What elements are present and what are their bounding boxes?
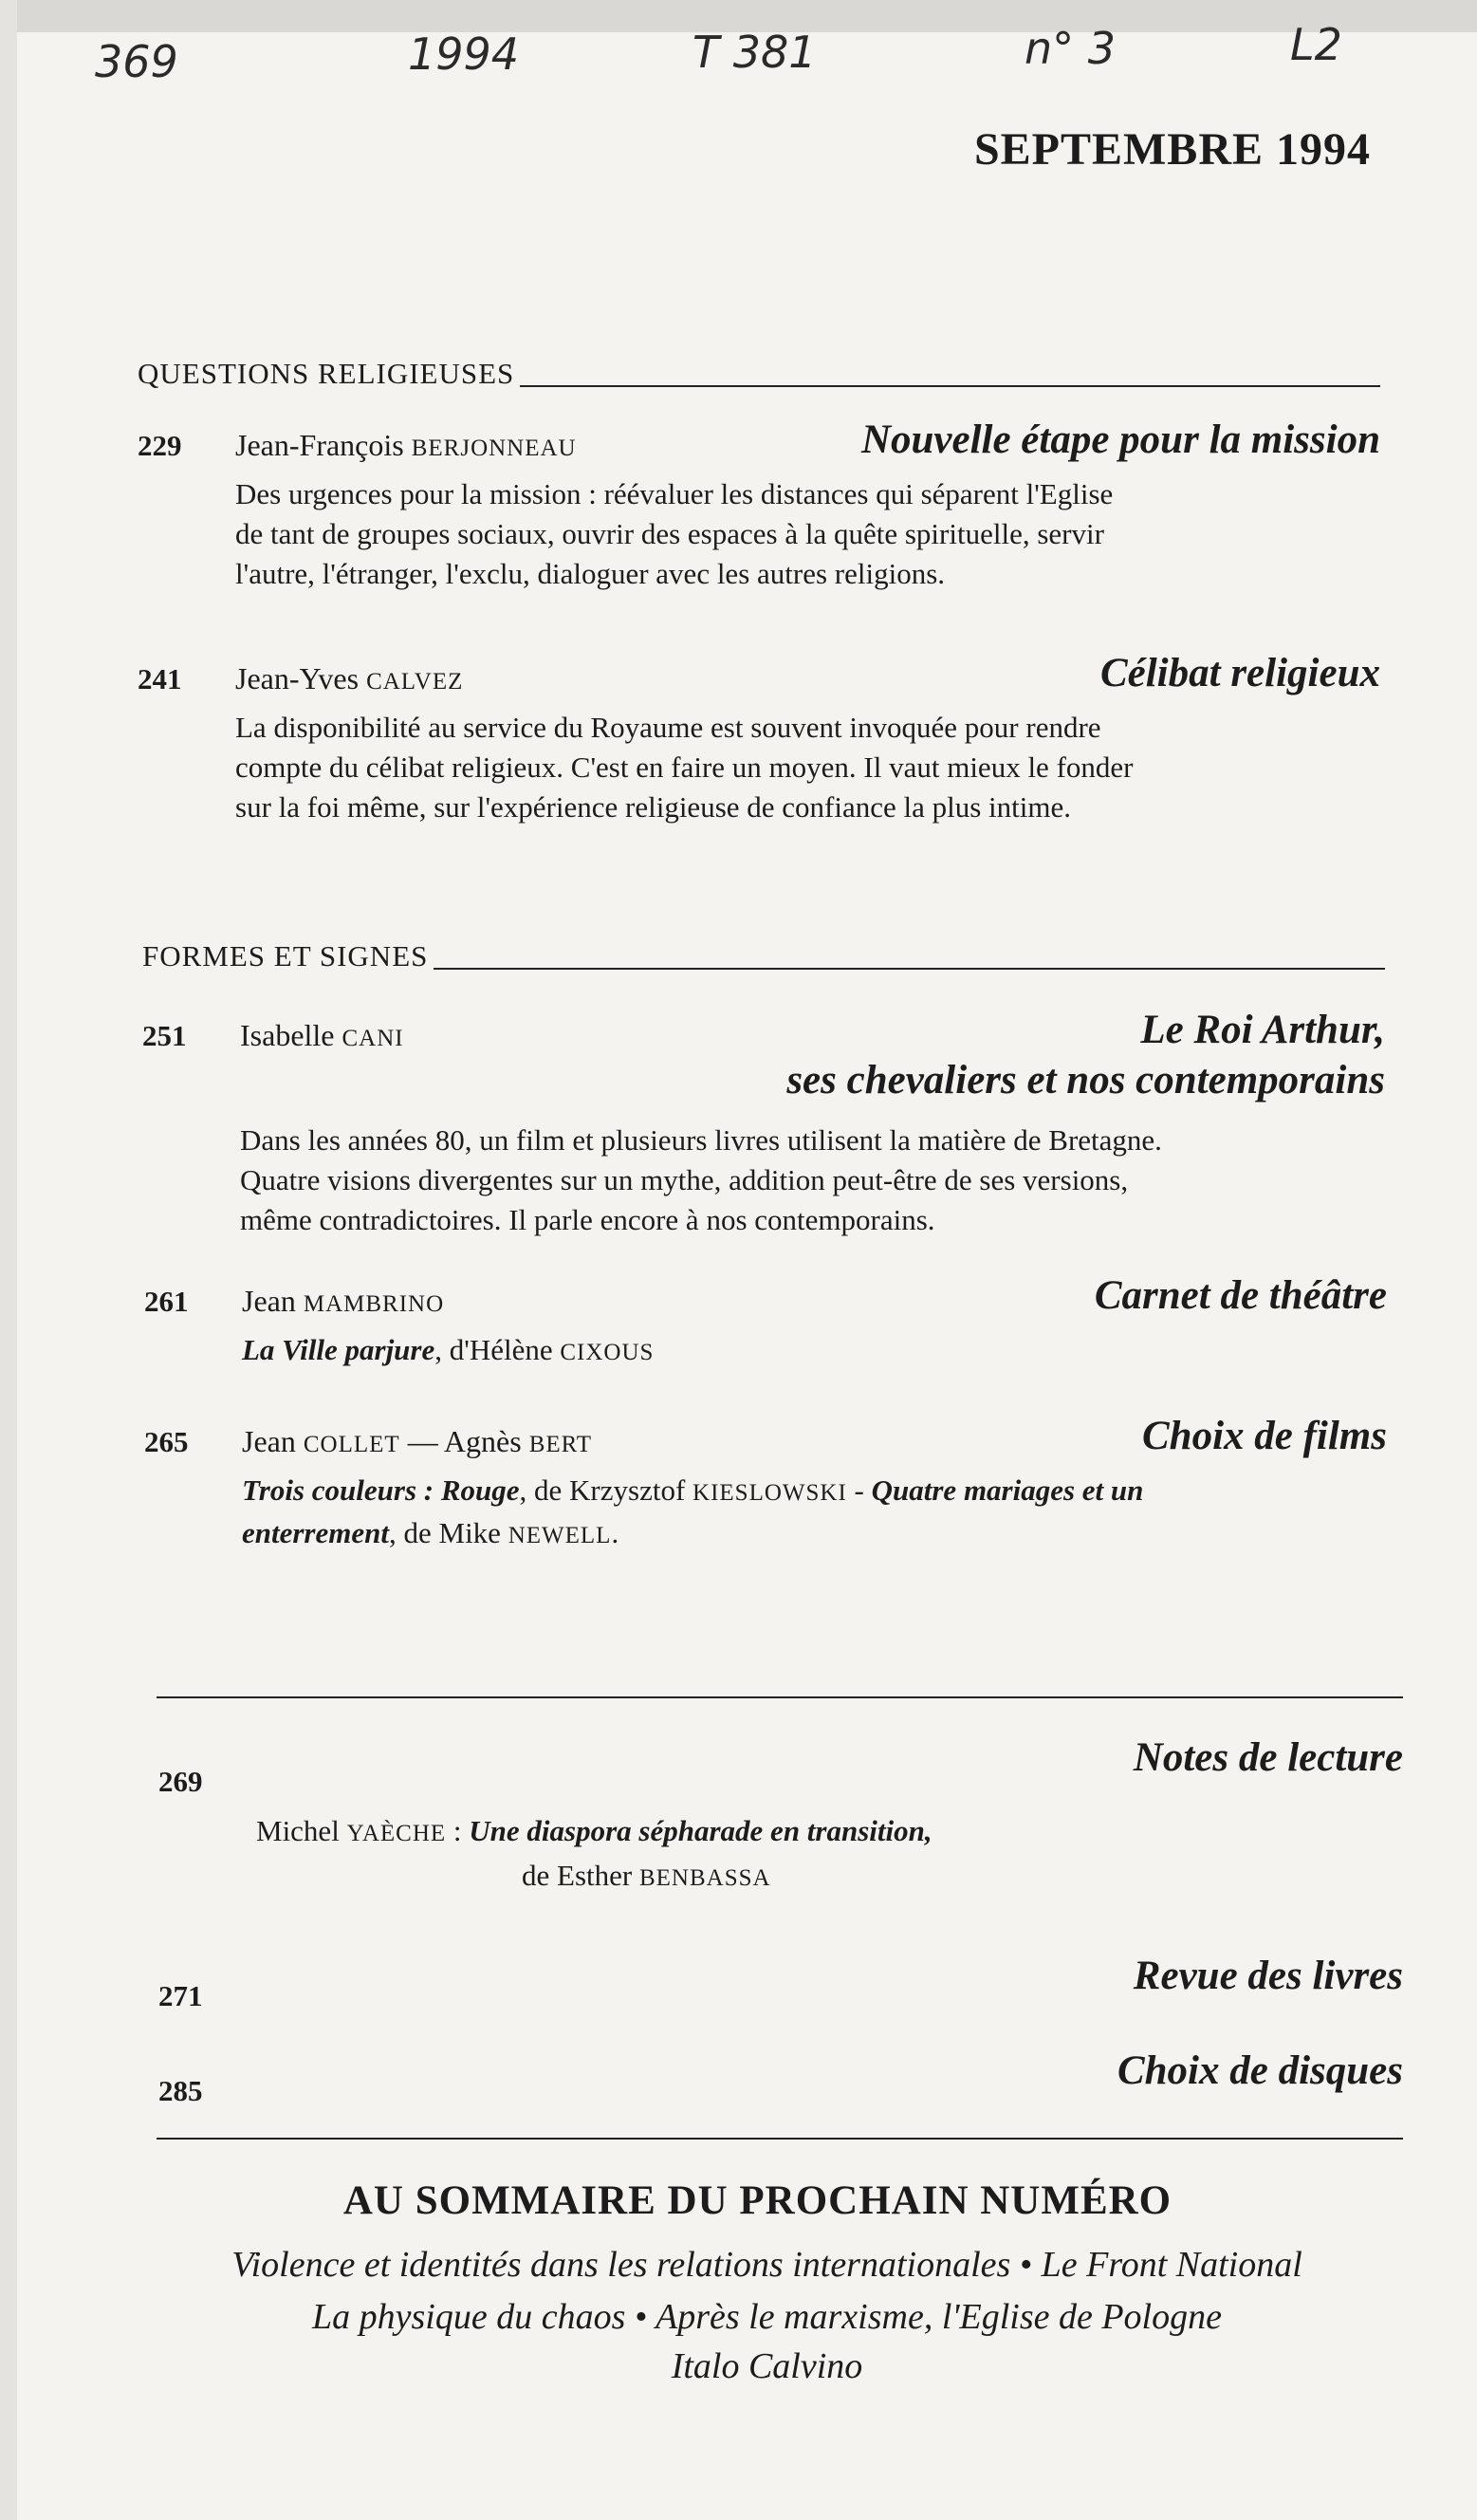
article-author: Jean-François BERJONNEAU (235, 428, 577, 462)
page-number: 265 (144, 1425, 189, 1458)
next-issue-line: Violence et identités dans les relations internationales • Le Front National (231, 2245, 1302, 2285)
section-rule (434, 968, 1385, 970)
page-number: 251 (142, 1019, 187, 1052)
page-number: 285 (158, 2074, 203, 2107)
next-issue-line: La physique du chaos • Après le marxisme, l'Eglise de Pologne (312, 2297, 1222, 2337)
article-summary: Dans les années 80, un film et plusieurs livres utilisent la matière de Bretagne. Quatre visions divergentes sur un mythe, addition peut-être de ses versions, même contradictoires. Il parle encore à nos contemporains. (240, 1123, 1162, 1236)
article-summary: Des urgences pour la mission : réévaluer les distances qui séparent l'Eglise de tant de groupes sociaux, ouvrir des espaces à la quête spirituelle, servir l'autre, l'étranger, l'exclu, dialoguer avec les autres religions. (235, 477, 1114, 590)
section-title: FORMES ET SIGNES (142, 939, 429, 973)
article-title-continued: ses chevaliers et nos contemporains (786, 1058, 1385, 1102)
handwritten-year: 1994 (408, 28, 520, 80)
article-summary: La Ville parjure, d'Hélène CIXOUS (242, 1333, 655, 1366)
page-number: 241 (138, 662, 182, 695)
next-issue-heading: AU SOMMAIRE DU PROCHAIN NUMÉRO (342, 2178, 1172, 2223)
article-title: Célibat religieux (1099, 651, 1380, 695)
article-author: Jean COLLET — Agnès BERT (242, 1424, 593, 1458)
page-number: 229 (138, 429, 182, 462)
article-entry (144, 1410, 1387, 1556)
article-entry (138, 647, 1380, 827)
article-entry (144, 1269, 1387, 1373)
article-author: Jean MAMBRINO (242, 1284, 445, 1318)
handwritten-number: 369 (95, 36, 178, 87)
article-summary: La disponibilité au service du Royaume est souvent invoquée pour rendre compte du célibat religieux. C'est en faire un moyen. Il vaut mieux le fonder sur la foi même, sur l'expérience religieuse de confiance la plus intime. (235, 711, 1134, 824)
section-title: Notes de lecture (1133, 1735, 1403, 1780)
article-author: Jean-Yves CALVEZ (235, 661, 464, 695)
handwritten-reference: T 381 (692, 27, 817, 78)
issue-date: SEPTEMBRE 1994 (973, 124, 1371, 175)
page-number: 269 (158, 1765, 203, 1798)
section-title: Choix de disques (1117, 2048, 1403, 2093)
article-title: Carnet de théâtre (1094, 1273, 1387, 1318)
article-author: Isabelle CANI (240, 1018, 404, 1052)
section-heading-forms (142, 936, 1385, 973)
article-entry (142, 1004, 1385, 1240)
scan-left-edge (0, 0, 17, 2520)
article-title: Nouvelle étape pour la mission (860, 417, 1380, 462)
divider (157, 2138, 1403, 2140)
section-heading-religion (138, 353, 1380, 391)
divider (157, 1696, 1403, 1698)
article-title: Le Roi Arthur, (1140, 1008, 1385, 1052)
review-item: Michel YAÈCHE : Une diaspora sépharade en transition, de Esther BENBASSA (256, 1814, 932, 1892)
article-summary: Trois couleurs : Rouge, de Krzysztof KIESLOWSKI - Quatre mariages et un enterrement, de Mike NEWELL. (242, 1473, 1144, 1549)
article-entry (138, 414, 1380, 594)
section-title: Revue des livres (1133, 1954, 1403, 1998)
handwritten-code: L2 (1290, 19, 1342, 70)
next-issue-line: Italo Calvino (671, 2346, 863, 2386)
article-title: Choix de films (1141, 1414, 1387, 1458)
handwritten-issue-number: n° 3 (1025, 23, 1117, 74)
section-rule (520, 385, 1380, 387)
section-title: QUESTIONS RELIGIEUSES (138, 357, 515, 390)
page-number: 261 (144, 1285, 189, 1318)
page-number: 271 (158, 1979, 203, 2012)
